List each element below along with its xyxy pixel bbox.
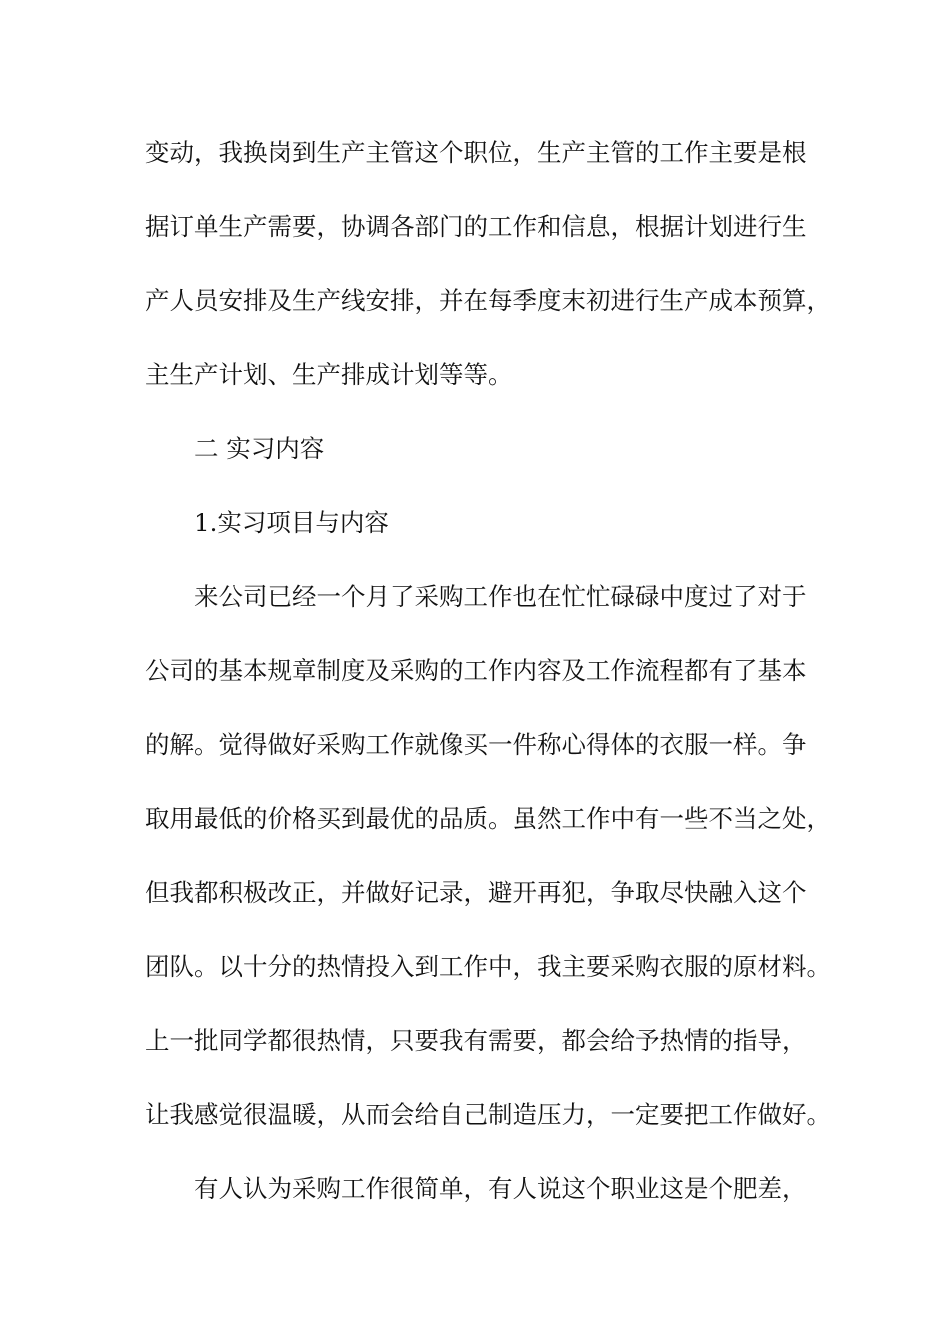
paragraph-line: 据订单生产需要，协调各部门的工作和信息，根据计划进行生 [145,212,807,241]
paragraph-line: 上一批同学都很热情，只要我有需要，都会给予热情的指导， [145,1026,807,1055]
paragraph-line: 来公司已经一个月了采购工作也在忙忙碌碌中度过了对于 [194,582,807,611]
paragraph-line: 的解。觉得做好采购工作就像买一件称心得体的衣服一样。争 [145,730,807,759]
section-heading: 二 实习内容 [194,434,325,463]
paragraph-line: 变动，我换岗到生产主管这个职位，生产主管的工作主要是根 [145,138,807,167]
paragraph-line: 但我都积极改正，并做好记录，避开再犯，争取尽快融入这个 [145,878,807,907]
paragraph-line: 有人认为采购工作很简单，有人说这个职业这是个肥差， [194,1174,807,1203]
paragraph-line: 主生产计划、生产排成计划等等。 [145,360,513,389]
paragraph-line: 团队。以十分的热情投入到工作中，我主要采购衣服的原材料。 [145,952,831,981]
paragraph-line: 取用最低的价格买到最优的品质。虽然工作中有一些不当之处， [145,804,831,833]
subsection-heading: 1.实习项目与内容 [194,508,389,537]
paragraph-line: 公司的基本规章制度及采购的工作内容及工作流程都有了基本 [145,656,807,685]
paragraph-line: 让我感觉很温暖，从而会给自己制造压力，一定要把工作做好。 [145,1100,831,1129]
paragraph-line: 产人员安排及生产线安排，并在每季度末初进行生产成本预算， [145,286,831,315]
